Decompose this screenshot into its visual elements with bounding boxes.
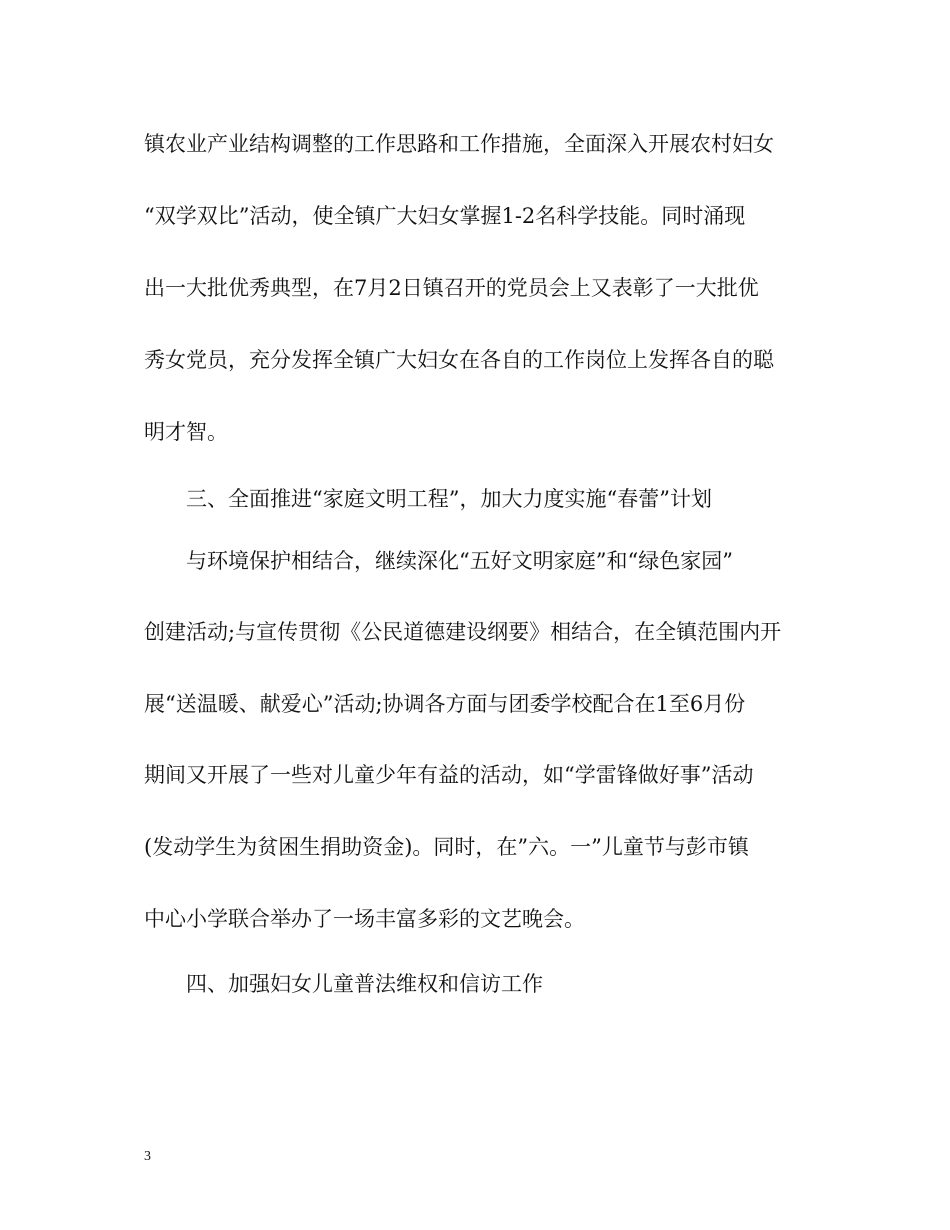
page-number: 3 — [144, 1149, 151, 1164]
body-text-line: 明才智。 — [144, 420, 228, 444]
section-heading: 四、加强妇女儿童普法维权和信访工作 — [186, 972, 543, 996]
body-text-line: 期间又开展了一些对儿童少年有益的活动，如“学雷锋做好事”活动 — [144, 763, 754, 787]
body-text-line: 出一大批优秀典型，在7月2日镇召开的党员会上又表彰了一大批优 — [144, 276, 759, 300]
body-text-line: 展“送温暖、献爱心”活动;协调各方面与团委学校配合在1至6月份 — [144, 692, 746, 716]
body-text-line: 创建活动;与宣传贯彻《公民道德建设纲要》相结合，在全镇范围内开 — [144, 620, 782, 644]
body-text-line: 秀女党员，充分发挥全镇广大妇女在各自的工作岗位上发挥各自的聪 — [144, 348, 774, 372]
body-text-line: 镇农业产业结构调整的工作思路和工作措施，全面深入开展农村妇女 — [144, 132, 774, 156]
section-heading: 三、全面推进“家庭文明工程”，加大力度实施“春蕾”计划 — [186, 487, 712, 511]
body-text-line: “双学双比”活动，使全镇广大妇女掌握1-2名科学技能。同时涌现 — [144, 204, 746, 228]
body-text-line: 与环境保护相结合，继续深化“五好文明家庭”和“绿色家园” — [186, 549, 733, 573]
body-text-line: 中心小学联合举办了一场丰富多彩的文艺晚会。 — [144, 907, 585, 931]
body-text-line: (发动学生为贫困生捐助资金)。同时，在”六。一”儿童节与彭市镇 — [144, 835, 749, 859]
